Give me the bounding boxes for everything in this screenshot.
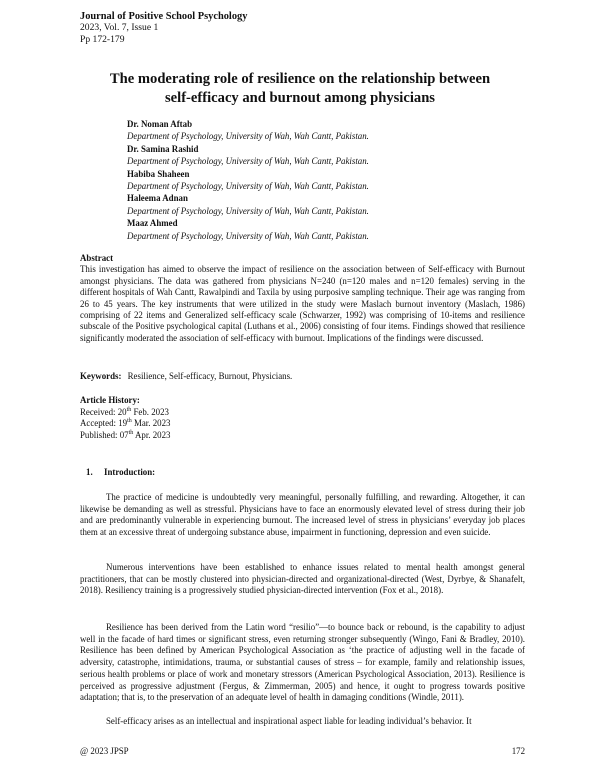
- paper-title-line-1: The moderating role of resilience on the relationship between: [109, 71, 491, 87]
- keywords-line: [80, 371, 292, 381]
- abstract-text: This investigation has aimed to observe the impact of resilience on the association between of Self-efficacy with Burnout amongst physicians. The data was gathered from physicians N=240 (n=120 males and n=120 females) serving in the different hospitals of Wah Cantt, Rawalpindi and Taxila by using purposive sampling technique. Their age was ranging from 26 to 45 years. The key instruments that were utilized in the study were Maslach burnout inventory (Maslach, 1986) comprising of 22 items and Generalized self-efficacy scale (Schwarzer, 1992) was comprising of 10-items and resilience subscale of the Positive psychological capital (Luthans et al., 2006) consisting of four items. Findings showed that resilience significantly moderated the association of self-efficacy with burnout. Implications of the findings were discussed.: [80, 264, 525, 343]
- intro-paragraph-1: The practice of medicine is undoubtedly very meaningful, personally fulfilling, and rewarding. Altogether, it can likewise be demanding as well as stressful. Physicians have to face an enormously elevated level of stress during their job and are predominantly vulnerable in experiencing burnout. The increased level of stress in physicians’ everyday job places them at an excessive threat of undergoing substance abuse, impairment in functioning, depression and even suicide.: [80, 492, 525, 538]
- author-name: Maaz Ahmed: [127, 218, 178, 229]
- received-date: [80, 407, 170, 419]
- author-affiliation: Department of Psychology, University of Wah, Wah Cantt, Pakistan.: [127, 181, 369, 192]
- abstract-heading: Abstract: [80, 253, 114, 263]
- footer-copyright: @ 2023 JPSP: [80, 746, 129, 756]
- intro-paragraph-2: Numerous interventions have been established to enhance issues related to mental health amongst general practitioners, that can be mostly clustered into physician-directed and organizational-directed (West, Dyrbye, & Shanafelt, 2018). Resiliency training is a progressively studied physician-directed intervention (Fox et al., 2018).: [80, 562, 525, 596]
- author-affiliation: Department of Psychology, University of Wah, Wah Cantt, Pakistan.: [127, 205, 369, 216]
- author-name: Habiba Shaheen: [127, 168, 190, 179]
- accepted-sup: th: [127, 418, 132, 425]
- author-affiliation: Department of Psychology, University of Wah, Wah Cantt, Pakistan.: [127, 156, 369, 167]
- accepted-rest: Mar. 2023: [131, 418, 171, 429]
- keywords-label: Keywords:: [80, 371, 122, 381]
- accepted-date: [80, 418, 170, 430]
- footer-page-number: 172: [511, 746, 525, 756]
- section-title: Introduction:: [104, 467, 156, 477]
- keywords-text: Resilience, Self-efficacy, Burnout, Physicians.: [127, 371, 293, 381]
- section-heading-introduction: [86, 467, 155, 477]
- published-sup: th: [128, 429, 134, 436]
- intro-paragraph-3: Resilience has been derived from the Latin word “resilio”—to bounce back or rebound, is the capability to adjust well in the facade of hard times or significant stress, even returning stronger subsequently (Wingo, Fani & Bradley, 2010). Resilience has been defined by American Psychological Association as ‘the practice of adjusting well in the facade of adversity, catastrophe, intimidations, trauma, or substantial causes of stress – for example, family and relationship issues, serious health problems or place of work and monetary stressors (American Psychological Association, 2013). Resilience is perceived as progressive adjustment (Fergus, & Zimmerman, 2005) and hence, it ought to progress towards positive adaptation; that is, to the preservation of an adequate level of health in damaging conditions (Windle, 2011).: [80, 622, 525, 703]
- received-sup: th: [126, 406, 132, 413]
- received-label: Received: 20: [80, 406, 127, 417]
- intro-paragraph-4: Self-efficacy arises as an intellectual and inspirational aspect liable for leading individual’s behavior. It: [106, 716, 472, 726]
- journal-pages: Pp 172-179: [80, 33, 125, 45]
- article-history: [80, 395, 170, 441]
- author-name: Dr. Samina Rashid: [127, 143, 199, 154]
- section-number: 1.: [86, 467, 93, 477]
- received-rest: Feb. 2023: [131, 406, 169, 417]
- published-label: Published: 07: [80, 429, 129, 440]
- paper-title-line-2: self-efficacy and burnout among physicians: [164, 90, 435, 106]
- journal-title: Journal of Positive School Psychology: [80, 11, 248, 22]
- author-name: Haleema Adnan: [127, 193, 188, 204]
- article-history-heading: Article History:: [80, 395, 140, 405]
- abstract-section: [80, 253, 525, 344]
- published-rest: Apr. 2023: [133, 429, 171, 440]
- author-affiliation: Department of Psychology, University of Wah, Wah Cantt, Pakistan.: [127, 131, 369, 142]
- author-list: [127, 118, 369, 242]
- journal-volume: 2023, Vol. 7, Issue 1: [80, 22, 159, 34]
- paper-title: [80, 70, 520, 108]
- author-affiliation: Department of Psychology, University of Wah, Wah Cantt, Pakistan.: [127, 230, 369, 241]
- accepted-label: Accepted: 19: [80, 418, 128, 429]
- published-date: [80, 430, 170, 442]
- journal-header: [80, 11, 247, 45]
- author-name: Dr. Noman Aftab: [127, 119, 193, 129]
